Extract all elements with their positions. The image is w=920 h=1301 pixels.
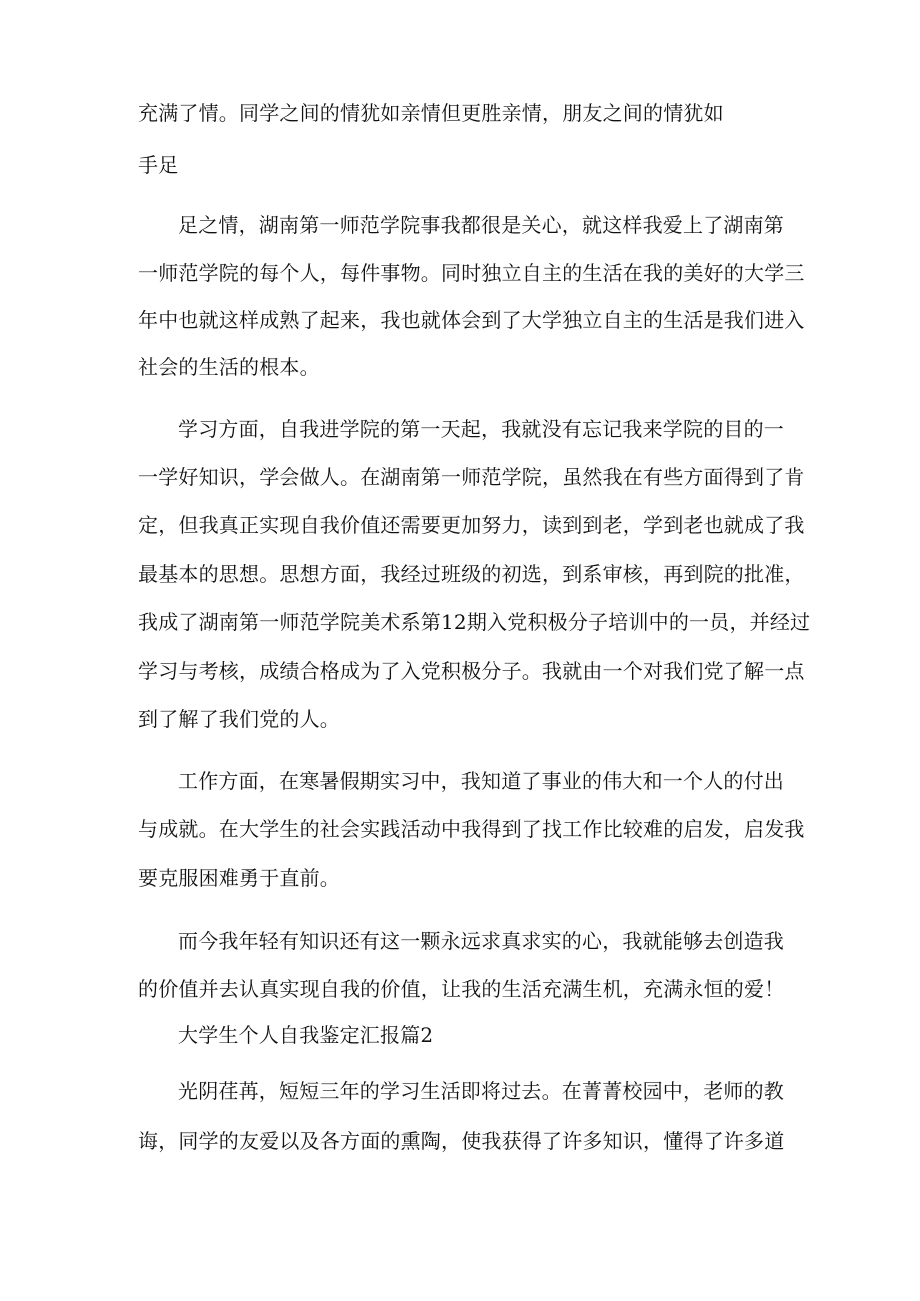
text-line: 足之情，湖南第一师范学院事我都很是关心，就这样我爱上了湖南第: [178, 213, 784, 237]
text-line: 光阴荏苒，短短三年的学习生活即将过去。在菁菁校园中，老师的教: [178, 1079, 784, 1103]
text-line: 年中也就这样成熟了起来，我也就体会到了大学独立自主的生活是我们进入: [138, 308, 805, 332]
section-heading: 大学生个人自我鉴定汇报篇2: [178, 1023, 434, 1047]
text-line: 充满了情。同学之间的情犹如亲情但更胜亲情，朋友之间的情犹如: [138, 101, 724, 125]
text-line: 学习与考核，成绩合格成为了入党积极分子。我就由一个对我们党了解一点: [138, 659, 805, 683]
text-line: 而今我年轻有知识还有这一颗永远求真求实的心，我就能够去创造我: [178, 929, 784, 953]
text-line: 到了解了我们党的人。: [138, 707, 340, 731]
text-line: 一学好知识，学会做人。在湖南第一师范学院，虽然我在有些方面得到了肯: [138, 465, 805, 489]
text-line: 学习方面，自我进学院的第一天起，我就没有忘记我来学院的目的一: [178, 417, 784, 441]
text-line: 与成就。在大学生的社会实践活动中我得到了找工作比较难的启发，启发我: [138, 817, 805, 841]
text-line: 诲，同学的友爱以及各方面的熏陶，使我获得了许多知识，懂得了许多道: [138, 1129, 785, 1153]
text-line: 定，但我真正实现自我价值还需要更加努力，读到到老，学到老也就成了我: [138, 513, 805, 537]
text-line: 要克服困难勇于直前。: [138, 866, 340, 890]
text-line: 我成了湖南第一师范学院美术系第12期入党积极分子培训中的一员，并经过: [138, 610, 811, 634]
text-line: 工作方面，在寒暑假期实习中，我知道了事业的伟大和一个人的付出: [178, 769, 784, 793]
text-line: 社会的生活的根本。: [138, 355, 320, 379]
text-line: 的价值并去认真实现自我的价值，让我的生活充满生机，充满永恒的爱！: [138, 977, 785, 1001]
text-line: 手足: [138, 153, 179, 177]
text-line: 最基本的思想。思想方面，我经过班级的初选，到系审核，再到院的批准，: [138, 562, 805, 586]
text-line: 一师范学院的每个人，每件事物。同时独立自主的生活在我的美好的大学三: [138, 261, 805, 285]
